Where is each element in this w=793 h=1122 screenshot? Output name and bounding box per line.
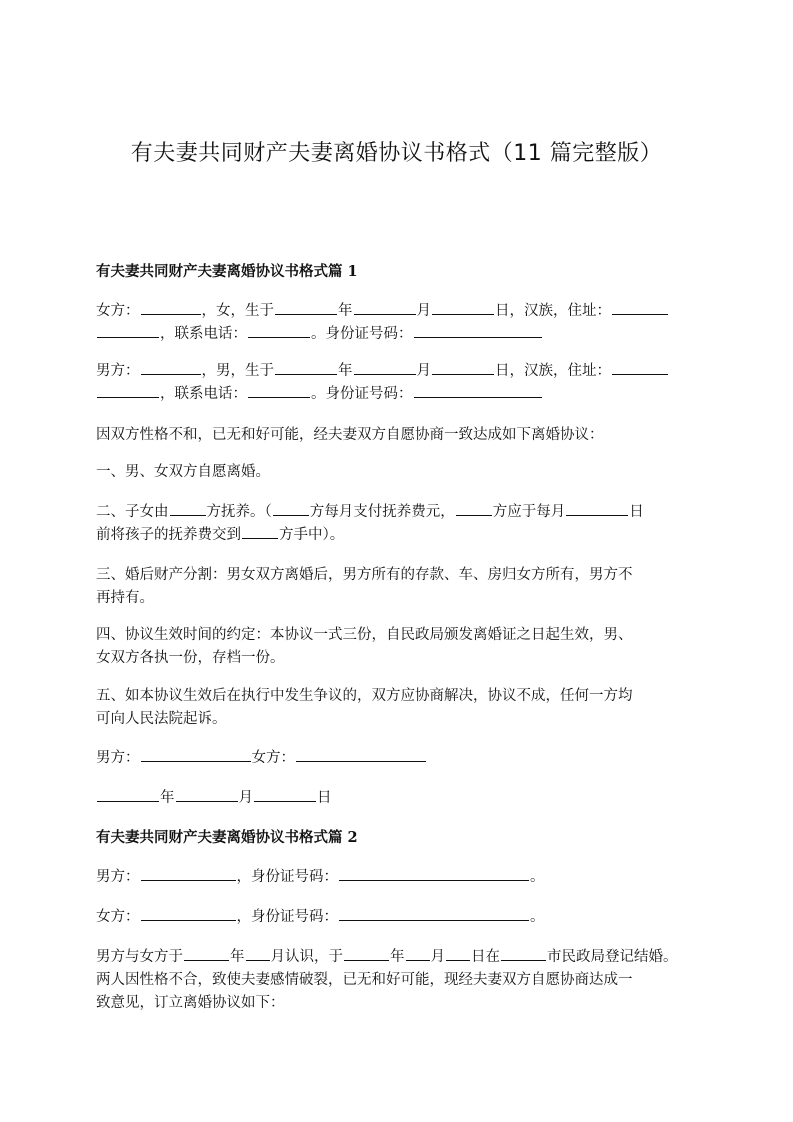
item-2: 二、子女由 方抚养。（ 方每月支付抚养费元， 方应于每月 日 前将孩子的抚养费交到 方手中）。 (96, 501, 726, 547)
blank-field (141, 906, 236, 921)
blank-field (141, 866, 236, 881)
blank-field (344, 946, 389, 961)
blank-field (141, 300, 201, 315)
blank-field (414, 323, 542, 338)
section-1-heading: 有夫妻共同财产夫妻离婚协议书格式篇 1 (96, 263, 358, 280)
blank-field (141, 747, 251, 762)
blank-field (273, 501, 309, 516)
date-line: 年 月 日 (96, 787, 726, 810)
blank-field (248, 383, 310, 398)
blank-field (566, 501, 628, 516)
blank-field (354, 360, 416, 375)
blank-field (354, 300, 416, 315)
blank-field (170, 501, 206, 516)
blank-field (242, 524, 278, 539)
blank-field (501, 946, 546, 961)
blank-field (254, 787, 316, 802)
blank-field (612, 300, 668, 315)
male-info-paragraph: 男方： ，男，生于 年 月 日，汉族，住址： ，联系电话： 。身份证号码： (96, 360, 726, 406)
blank-field (176, 787, 238, 802)
blank-field (612, 360, 668, 375)
blank-field (275, 300, 337, 315)
blank-field (141, 360, 201, 375)
item-1: 一、男、女双方自愿离婚。 (96, 464, 270, 480)
blank-field (184, 946, 229, 961)
blank-field (456, 501, 492, 516)
section-2-marriage-paragraph: 男方与女方于 年 月认识，于 年 月 日在 市民政局登记结婚。 两人因性格不合，致使夫妻感情破裂，已无和好可能，现经夫妻双方自愿协商达成一 致意见，订立离婚协议如下： (96, 946, 726, 1015)
section-2-heading: 有夫妻共同财产夫妻离婚协议书格式篇 2 (96, 829, 358, 846)
female-info-paragraph: 女方： ，女，生于 年 月 日，汉族，住址： ，联系电话： 。身份证号码： (96, 300, 726, 346)
blank-field (296, 747, 426, 762)
blank-field (248, 323, 310, 338)
blank-field (339, 866, 529, 881)
item-5: 五、如本协议生效后在执行中发生争议的，双方应协商解决，协议不成，任何一方均 可向人民法院起诉。 (96, 688, 633, 727)
blank-field (97, 383, 159, 398)
item-4: 四、协议生效时间的约定：本协议一式三份，自民政局颁发离婚证之日起生效，男、 女双方各执一份，存档一份。 (96, 627, 633, 666)
section-2-male-line: 男方： ，身份证号码： 。 (96, 866, 726, 889)
blank-field (406, 946, 430, 961)
intro-paragraph: 因双方性格不和，已无和好可能，经夫妻双方自愿协商一致达成如下离婚协议： (96, 427, 604, 443)
blank-field (246, 946, 270, 961)
blank-field (446, 946, 470, 961)
section-2-female-line: 女方： ，身份证号码： 。 (96, 906, 726, 929)
signature-line: 男方： 女方： (96, 747, 726, 770)
blank-field (97, 787, 159, 802)
blank-field (97, 323, 159, 338)
document-title: 有夫妻共同财产夫妻离婚协议书格式（11 篇完整版） (130, 141, 663, 166)
item-3: 三、婚后财产分割：男女双方离婚后，男方所有的存款、车、房归女方所有，男方不 再持有。 (96, 567, 633, 606)
blank-field (432, 360, 494, 375)
blank-field (432, 300, 494, 315)
blank-field (275, 360, 337, 375)
blank-field (339, 906, 529, 921)
blank-field (414, 383, 542, 398)
